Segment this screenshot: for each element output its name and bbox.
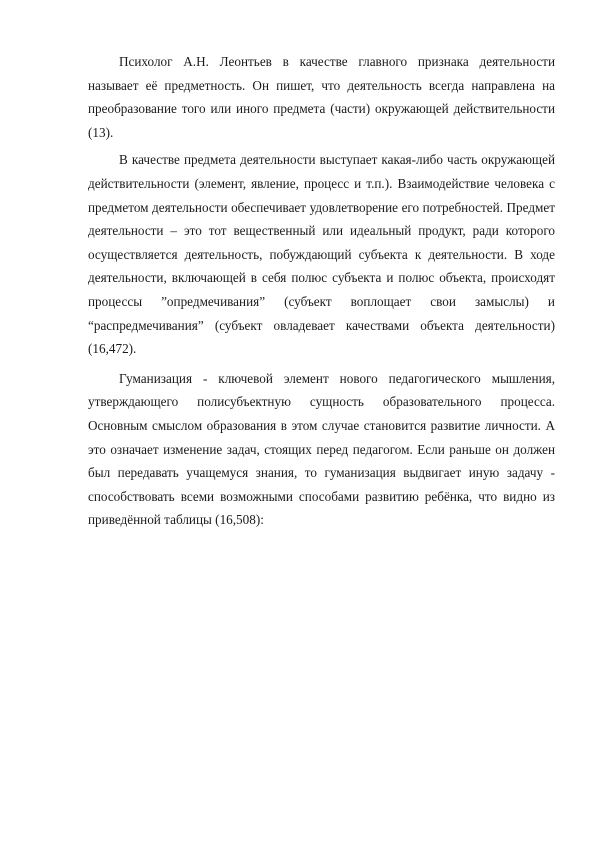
paragraph-humanization: Гуманизация - ключевой элемент нового педагогического мышления, утверждающего полисубъектную сущность образовательного процесса. Основным смыслом образования в этом случае становится развитие личности. А это означает изменение задач, стоящих перед педагогом. Если раньше он должен был передавать учащемуся знания, то гуманизация выдвигает иную задачу - способствовать всеми возможными способами развитию ребёнка, что видно из приведённой таблицы (16,508): [88, 370, 555, 528]
paragraph-activity-object: В качестве предмета деятельности выступает какая-либо часть окружающей действительности (элемент, явление, процесс и т.п.). Взаимодействие человека с предметом деятельности обеспечивает удовлетворение его потребностей. Предмет деятельности – это тот вещественный или идеальный продукт, ради которого осуществляется деятельность, побуждающий субъекта к деятельности. В ходе деятельности, включающей в себя полюс субъекта и полюс объекта, происходят процессы ”опредмечивания” (субъект воплощает свои замыслы) и “распредмечивания” (субъект овладевает качествами объекта деятельности) (16,472). [88, 152, 555, 357]
paragraph-leontiev: Психолог А.Н. Леонтьев в качестве главного признака деятельности называет её предметность. Он пишет, что деятельность всегда направлена на преобразование того или иного предмета (части) окружающей действительности (13). [88, 54, 555, 140]
body-text [88, 50, 555, 536]
